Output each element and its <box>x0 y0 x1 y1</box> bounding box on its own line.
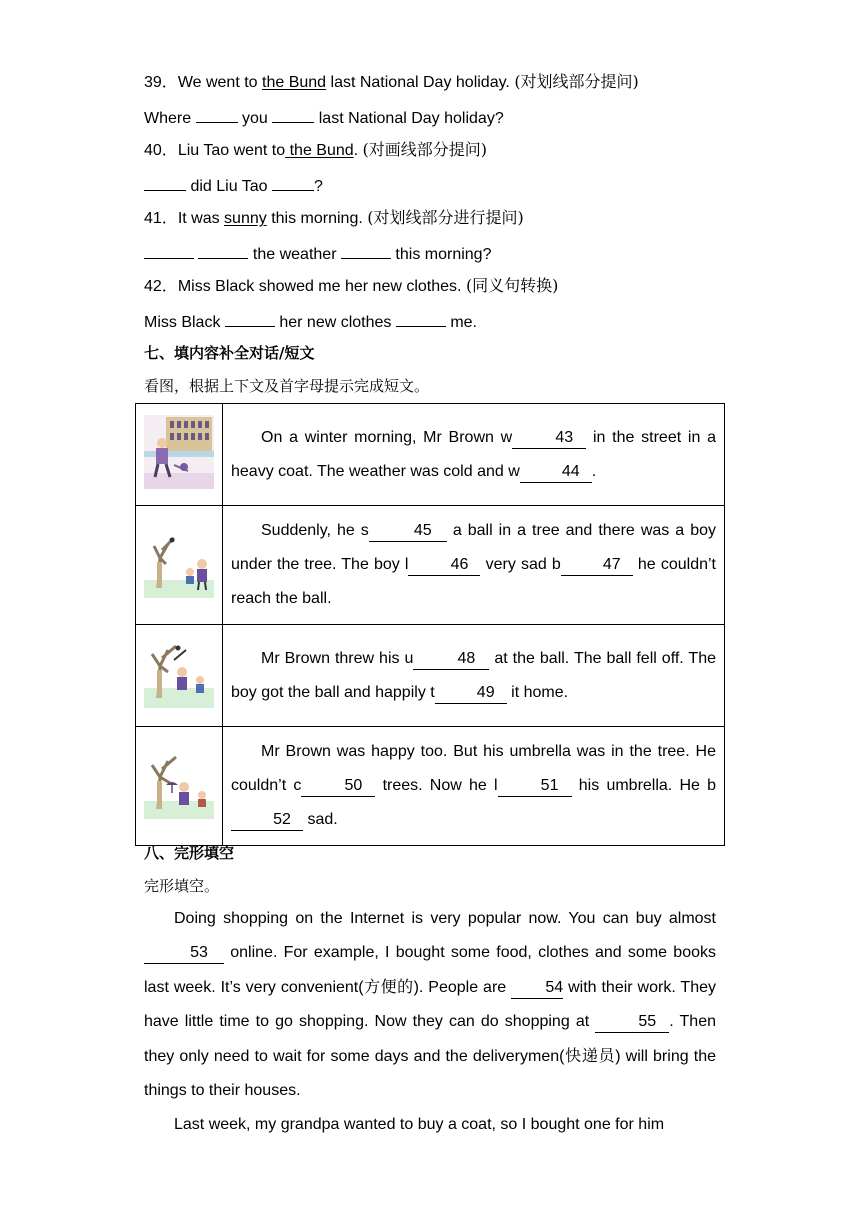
story-text-4: Mr Brown was happy too. But his umbrella was in the tree. He couldn’t c 50 trees. Now he l 51 his umbrella. He b52 sad. <box>223 727 725 846</box>
picture-cell <box>136 625 223 727</box>
man-walking-street-illustration <box>144 415 214 489</box>
question-42: 42．Miss Black showed me her new clothes. (同义句转换) <box>144 276 559 295</box>
cloze-paragraph-2: Last week, my grandpa wanted to buy a coat, so I bought one for him <box>174 1116 665 1133</box>
cloze-paragraph-1: Doing shopping on the Internet is very popular now. You can buy almost 53 online. For example, I bought some food, clothes and some books last week. It’s very convenient(方便的). People are 54 with their work. They have little time to go shopping. Now they can do shopping at 55 . Then they only need to wait for some days and the deliverymen(快递员) will bring the things to their houses. <box>144 910 716 1099</box>
man-throwing-umbrella-illustration <box>144 638 214 708</box>
answer-blank-48[interactable]: 48 <box>413 649 489 670</box>
answer-blank-55[interactable]: 55 <box>595 1012 669 1033</box>
section-8-instruction: 完形填空。 <box>144 877 220 895</box>
underlined-phrase: the Bund <box>262 74 327 91</box>
answer-blank[interactable] <box>272 104 314 123</box>
answer-blank[interactable] <box>144 172 186 191</box>
story-row <box>136 404 725 506</box>
section-7-instruction: 看图，根据上下文及首字母提示完成短文。 <box>144 377 430 395</box>
answer-blank-53[interactable]: 53 <box>144 943 224 964</box>
picture-cell <box>136 727 223 846</box>
answer-blank-50[interactable]: 50 <box>301 776 375 797</box>
underlined-phrase: the Bund <box>285 142 354 159</box>
answer-blank[interactable] <box>396 308 446 327</box>
answer-blank[interactable] <box>198 240 248 259</box>
answer-blank[interactable] <box>272 172 314 191</box>
answer-blank-51[interactable]: 51 <box>498 776 572 797</box>
question-40: 40．Liu Tao went to the Bund. (对画线部分提问) <box>144 140 488 159</box>
answer-blank-54[interactable]: 54 <box>511 978 563 999</box>
answer-blank-47[interactable]: 47 <box>561 555 633 576</box>
answer-line-42: Miss Black her new clothes me. <box>144 308 720 332</box>
answer-blank[interactable] <box>225 308 275 327</box>
picture-cell <box>136 404 223 506</box>
question-41: 41．It was sunny this morning. (对划线部分进行提问) <box>144 208 524 227</box>
answer-blank-46[interactable]: 46 <box>408 555 480 576</box>
picture-cell <box>136 506 223 625</box>
story-row <box>136 625 725 727</box>
answer-blank-44[interactable]: 44 <box>520 462 592 483</box>
story-row <box>136 506 725 625</box>
answer-blank-49[interactable]: 49 <box>435 683 507 704</box>
story-text-1: On a winter morning, Mr Brown w 43 in the street in a heavy coat. The weather was cold and w 44 . <box>223 404 725 506</box>
story-row <box>136 727 725 846</box>
section-8-title: 八、完形填空 <box>144 844 235 862</box>
answer-blank-52[interactable]: 52 <box>231 810 303 831</box>
answer-line-41: the weather this morning? <box>144 240 720 264</box>
answer-line-40: did Liu Tao ? <box>144 172 720 196</box>
story-table <box>135 403 725 846</box>
story-text-3: Mr Brown threw his u 48 at the ball. The ball fell off. The boy got the ball and happily t 49 it home. <box>223 625 725 727</box>
answer-blank[interactable] <box>144 240 194 259</box>
umbrella-in-tree-illustration <box>144 749 214 819</box>
answer-blank[interactable] <box>196 104 238 123</box>
boy-under-tree-illustration <box>144 528 214 598</box>
cloze-passage <box>144 902 716 1142</box>
answer-line-39: Where you last National Day holiday? <box>144 104 720 128</box>
answer-blank[interactable] <box>341 240 391 259</box>
story-text-2: Suddenly, he s 45 a ball in a tree and there was a boy under the tree. The boy l 46 very sad b 47 he couldn’t reach the ball. <box>223 506 725 625</box>
underlined-phrase: sunny <box>224 210 267 227</box>
answer-blank-43[interactable]: 43 <box>512 428 586 449</box>
section-7-title: 七、填内容补全对话/短文 <box>144 344 315 362</box>
question-39: 39．We went to the Bund last National Day holiday. (对划线部分提问) <box>144 72 639 91</box>
answer-blank-45[interactable]: 45 <box>369 521 447 542</box>
